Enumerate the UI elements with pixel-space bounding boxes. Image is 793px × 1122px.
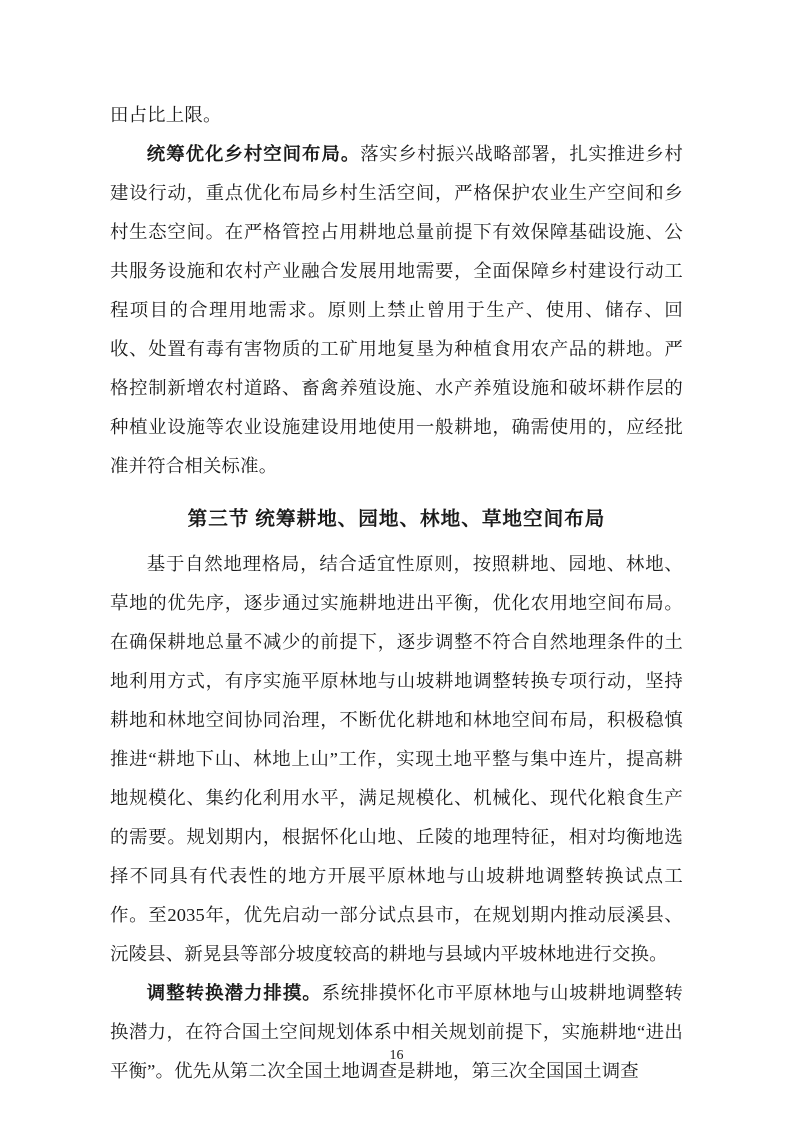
paragraph-lead-in: 统筹优化乡村空间布局。 <box>146 144 361 164</box>
page-number: 16 <box>389 1048 404 1063</box>
section-heading: 第三节 统筹耕地、园地、林地、草地空间布局 <box>187 509 606 530</box>
paragraph-land-layout <box>110 545 683 974</box>
paragraph-rural-space-layout <box>110 135 683 486</box>
paragraph-lead-in: 调整转换潜力排摸。 <box>146 983 322 1003</box>
paragraph-text: 系统排摸怀化市平原林地与山坡耕地调整转换潜力，在符合国土空间规划体系中相关规划前提下，实施耕地“进出平衡”。优先从第二次全国土地调查是耕地，第三次全国国土调查 <box>110 983 683 1081</box>
paragraph-text: 基于自然地理格局，结合适宜性原则，按照耕地、园地、林地、草地的优先序，逐步通过实施耕地进出平衡，优化农用地空间布局。在确保耕地总量不减少的前提下，逐步调整不符合自然地理条件的土地利用方式，有序实施平原林地与山坡耕地调整转换专项行动，坚持耕地和林地空间协同治理，不断优化耕地和林地空间布局，积极稳慎推进“耕地下山、林地上山”工作，实现土地平整与集中连片，提高耕地规模化、集约化利用水平，满足规模化、机械化、现代化粮食生产的需要。规划期内，根据怀化山地、丘陵的地理特征，相对均衡地选择不同具有代表性的地方开展平原林地与山坡耕地调整转换试点工作。至2035年，优先启动一部分试点县市，在规划期内推动辰溪县、沅陵县、新晃县等部分坡度较高的耕地与县域内平坡林地进行交换。 <box>110 554 683 964</box>
document-body <box>110 96 683 1091</box>
paragraph-continuation <box>110 96 683 135</box>
paragraph-text: 田占比上限。 <box>110 105 222 125</box>
paragraph-text: 落实乡村振兴战略部署，扎实推进乡村建设行动，重点优化布局乡村生活空间，严格保护农业生产空间和乡村生态空间。在严格管控占用耕地总量前提下有效保障基础设施、公共服务设施和农村产业融合发展用地需要，全面保障乡村建设行动工程项目的合理用地需求。原则上禁止曾用于生产、使用、储存、回收、处置有毒有害物质的工矿用地复垦为种植食用农产品的耕地。严格控制新增农村道路、畜禽养殖设施、水产养殖设施和破坏耕作层的种植业设施等农业设施建设用地使用一般耕地，确需使用的，应经批准并符合相关标准。 <box>110 144 683 476</box>
paragraph-conversion-potential <box>110 974 683 1091</box>
